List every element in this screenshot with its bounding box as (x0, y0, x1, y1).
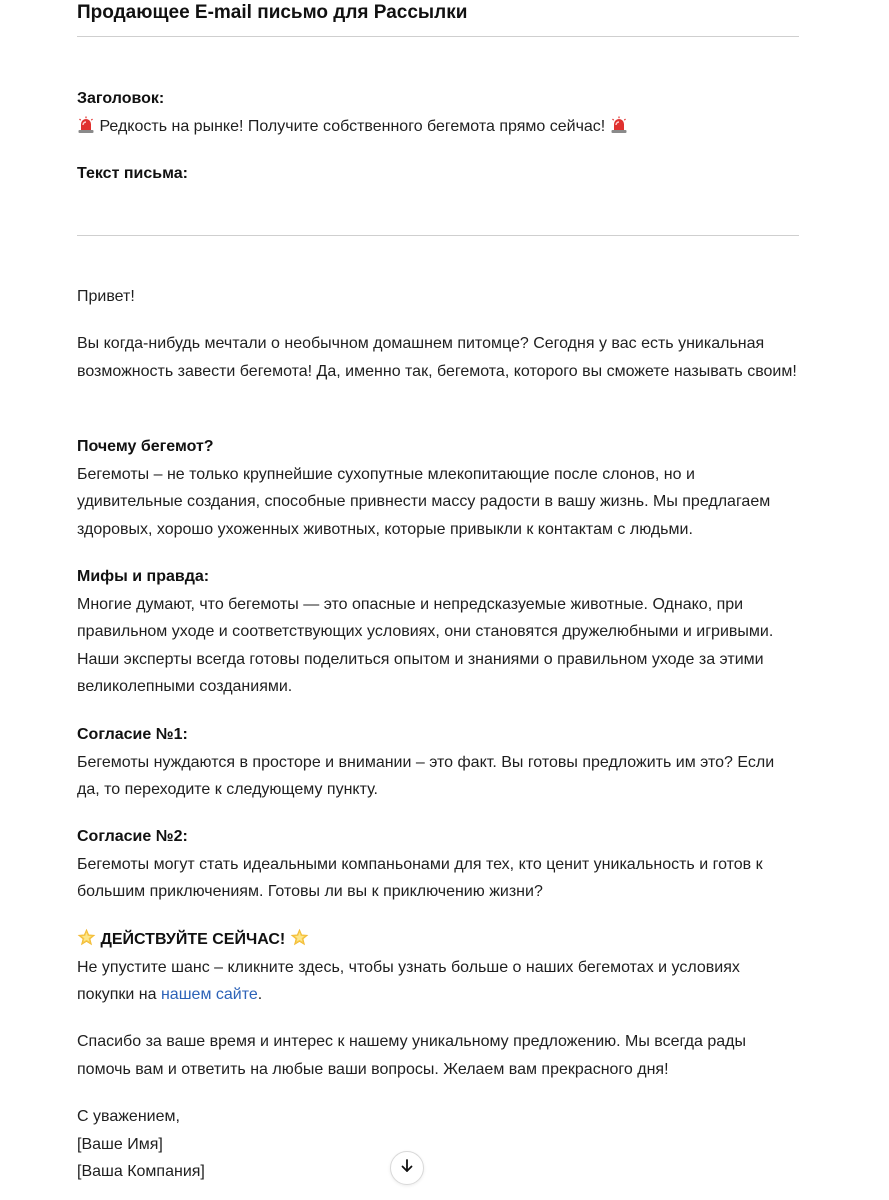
subject-line (77, 113, 799, 141)
myths-text: Многие думают, что бегемоты — это опасные и непредсказуемые животные. Однако, при правильном уходе и соответствующих условиях, они становятся дружелюбными и игривыми. Наши эксперты всегда готовы поделиться опытом и знаниями о правильном уходе за этими великолепными созданиями. (77, 595, 774, 695)
signoff (77, 1103, 799, 1186)
why-section (77, 433, 799, 543)
signoff-company: [Ваша Компания] (77, 1163, 205, 1180)
myths-heading: Мифы и правда: (77, 568, 210, 585)
consent1-heading: Согласие №1: (77, 726, 188, 743)
intro-paragraph (77, 330, 799, 385)
why-heading: Почему бегемот? (77, 438, 214, 455)
consent2-text: Бегемоты могут стать идеальными компаньонами для тех, кто ценит уникальность и готов к большим приключениям. Готовы ли вы к приключению жизни? (77, 855, 763, 900)
greeting (77, 283, 799, 311)
glowing-star-icon (290, 928, 309, 947)
greeting-text: Привет! (77, 288, 135, 305)
title-divider (77, 36, 799, 37)
document-title: Продающее E-mail письмо для Рассылки (77, 2, 468, 23)
cta-heading-line (77, 926, 799, 954)
cta-heading: ДЕЙСТВУЙТЕ СЕЙЧАС! (100, 931, 286, 948)
consent1-section (77, 721, 799, 804)
consent1-text: Бегемоты нуждаются в просторе и внимании – это факт. Вы готовы предложить им это? Если да, то переходите к следующему пункту. (77, 753, 775, 798)
scroll-to-bottom-button[interactable] (390, 1151, 424, 1185)
signoff-regards: С уважением, (77, 1108, 180, 1125)
signoff-name: [Ваше Имя] (77, 1135, 163, 1153)
intro-text: Вы когда-нибудь мечтали о необычном домашнем питомце? Сегодня у вас есть уникальная возможность завести бегемота! Да, именно так, бегемота, которого вы сможете называть своим! (77, 335, 797, 380)
body-label-section (77, 160, 799, 188)
body-divider (77, 235, 799, 236)
consent2-section (77, 823, 799, 906)
cta-text-before: Не упустите шанс – кликните здесь, чтобы узнать больше о наших бегемотах и условиях покупки на (77, 958, 740, 1003)
cta-section (77, 926, 799, 1009)
thanks-paragraph (77, 1028, 799, 1083)
why-text: Бегемоты – не только крупнейшие сухопутные млекопитающие после слонов, но и удивительные создания, способные привнести массу радости в вашу жизнь. Мы предлагаем здоровых, хорошо ухоженных животных, которые привыкли к контактам с людьми. (77, 465, 771, 538)
consent2-heading: Согласие №2: (77, 828, 188, 845)
cta-text-after: . (257, 986, 263, 1003)
police-car-light-icon (77, 116, 95, 134)
subject-label: Заголовок: (77, 90, 165, 107)
arrow-down-icon (399, 1158, 415, 1179)
body-label: Текст письма: (77, 165, 188, 182)
thanks-text: Спасибо за ваше время и интерес к нашему уникальному предложению. Мы всегда рады помочь вам и ответить на любые ваши вопросы. Желаем вам прекрасного дня! (77, 1033, 746, 1078)
glowing-star-icon (77, 928, 96, 947)
subject-text: Редкость на рынке! Получите собственного бегемота прямо сейчас! (99, 117, 606, 135)
subject-section (77, 85, 799, 140)
myths-section (77, 563, 799, 701)
website-link[interactable]: нашем сайте (160, 986, 258, 1003)
cta-text (77, 954, 799, 1009)
police-car-light-icon (610, 116, 628, 134)
